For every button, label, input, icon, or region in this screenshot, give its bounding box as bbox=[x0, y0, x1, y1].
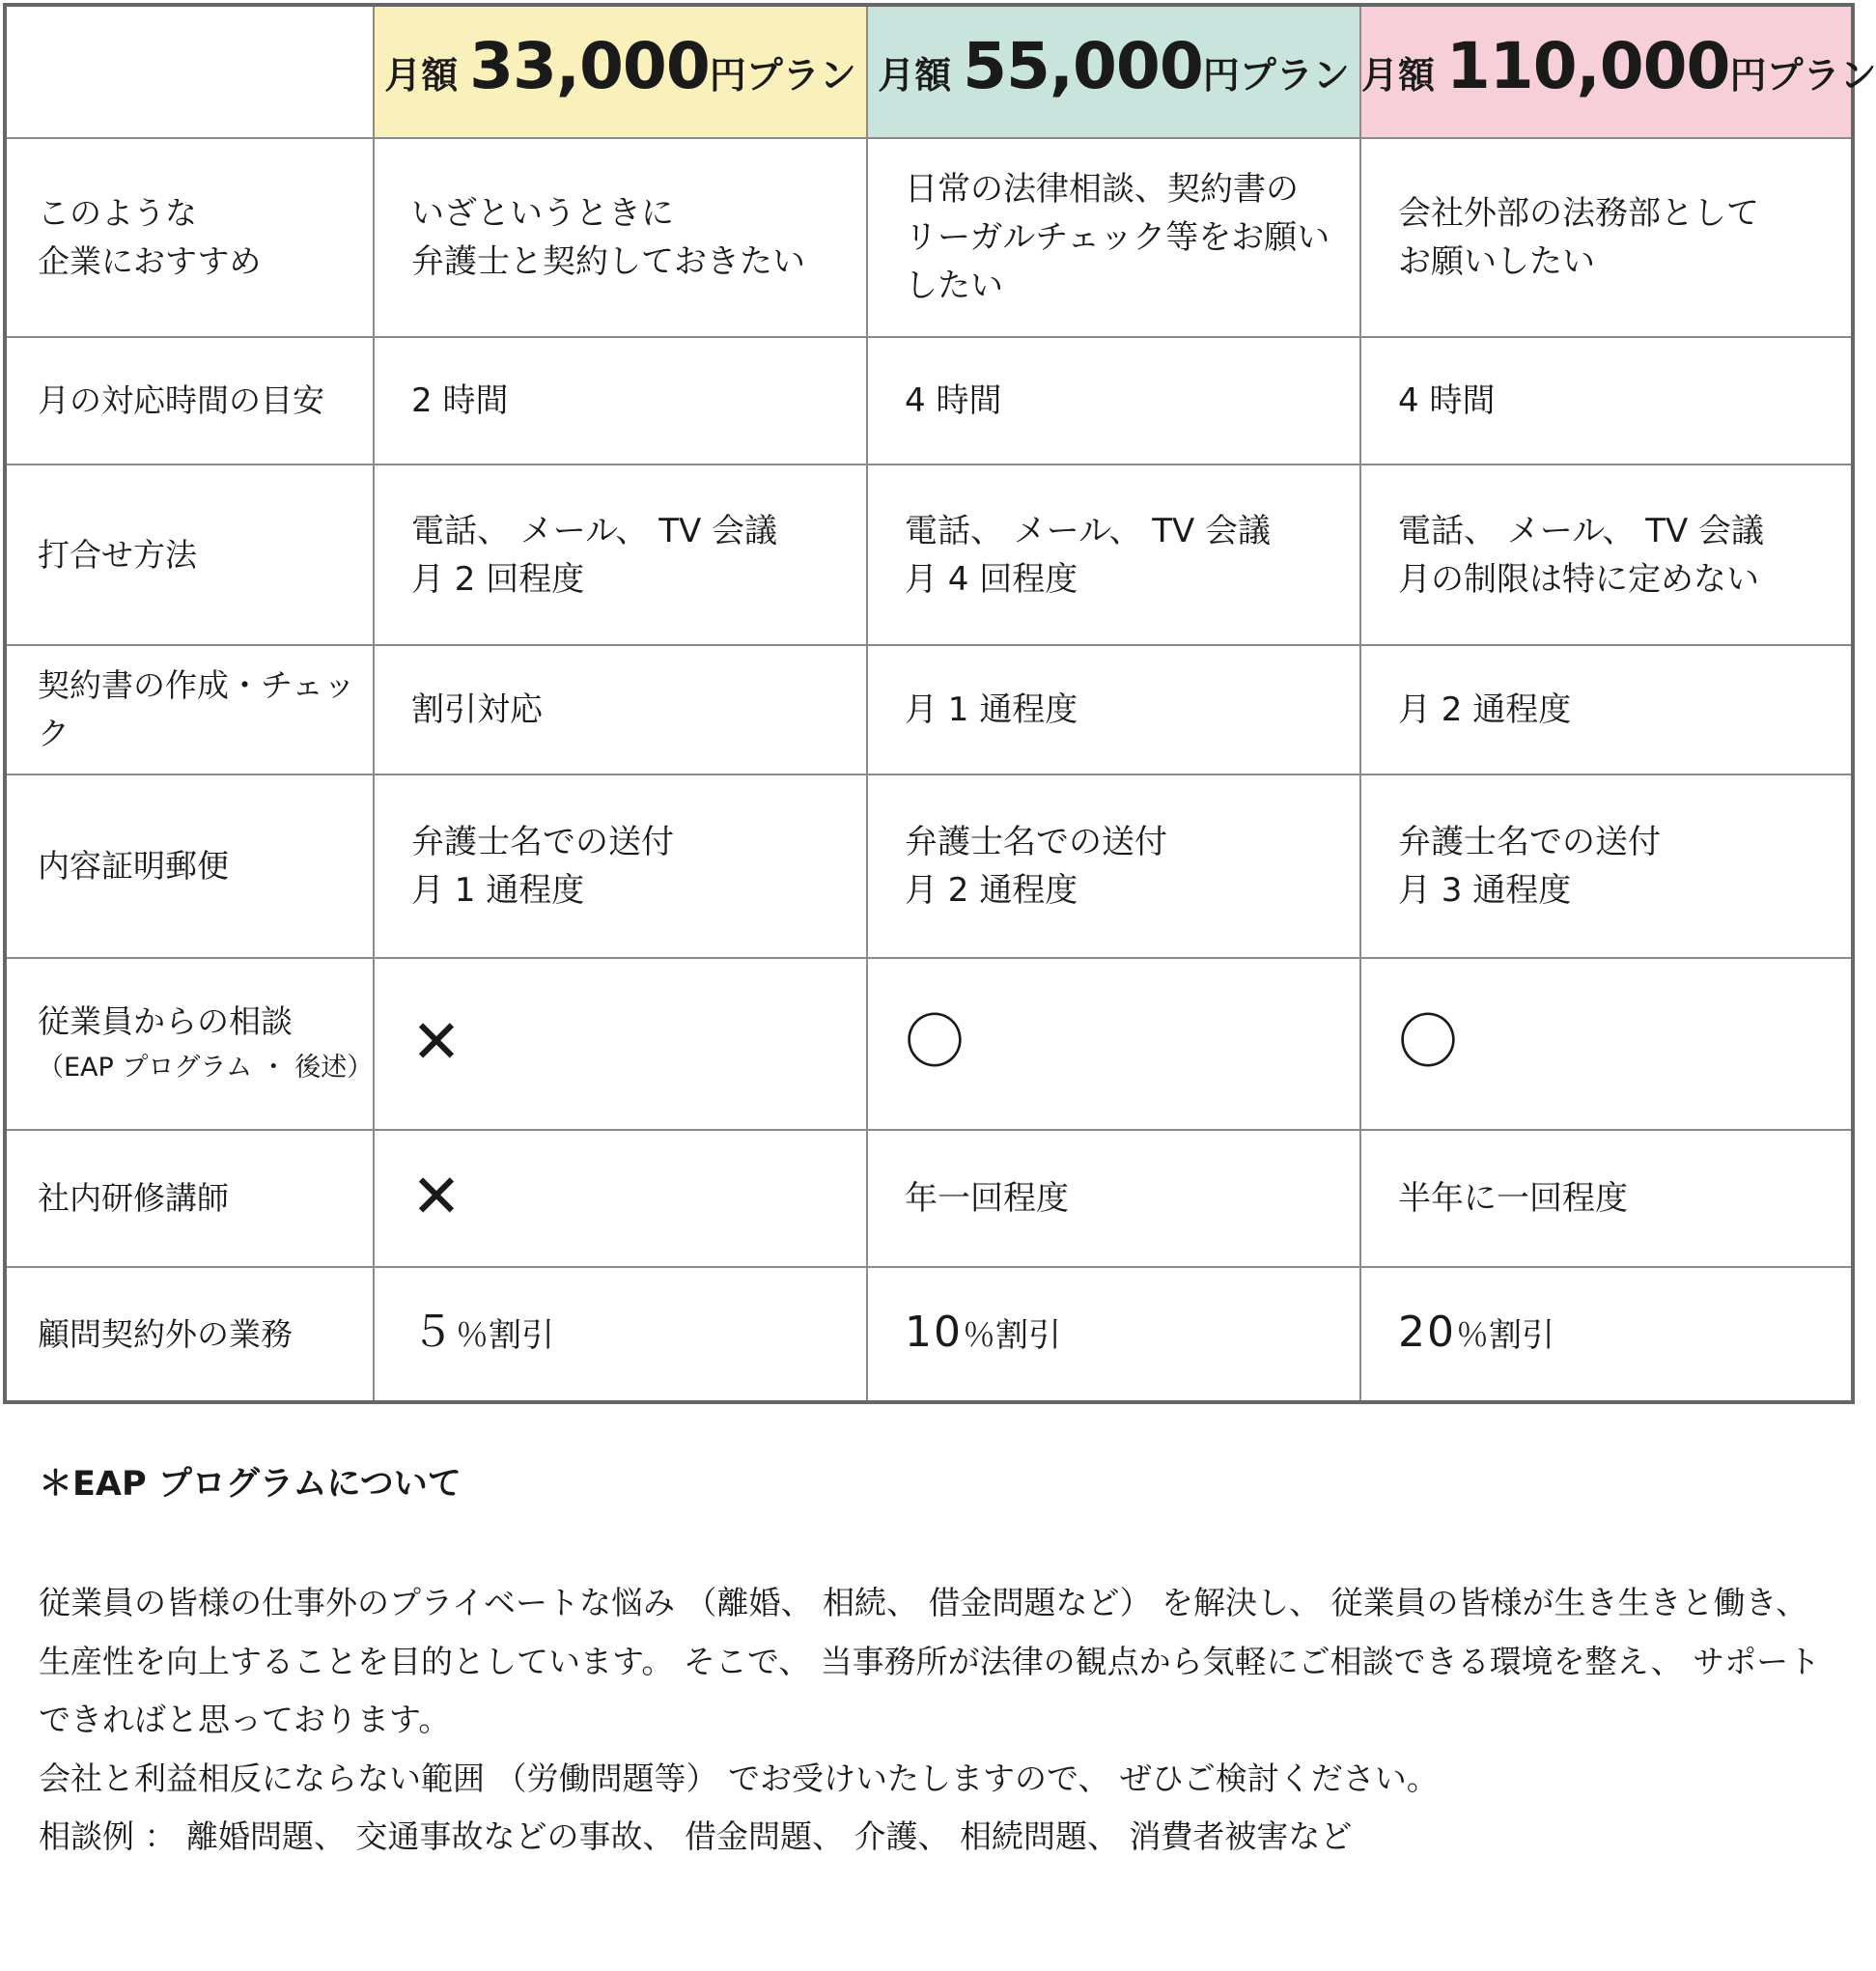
eap-paragraph: 従業員の皆様の仕事外のプライベートな悩み （離婚、 相続、 借金問題など） を解決し、 従業員の皆様が生き生きと働き、 生産性を向上することを目的としています。 そこで、 当事務所が法律の観点から気軽にご相談できる環境を整え、 サポートできればと思っております。 bbox=[39, 1584, 1821, 1738]
discount-percent: 10 bbox=[905, 1308, 963, 1357]
cell-plan3 bbox=[1360, 958, 1853, 1130]
cell-plan3 bbox=[1360, 1267, 1853, 1402]
cell-plan3: 半年に一回程度 bbox=[1360, 1130, 1853, 1267]
plan-price: 110,000 bbox=[1445, 29, 1730, 103]
plan-suffix: 円プラン bbox=[1729, 54, 1876, 97]
cell-plan1: いざというときに 弁護士と契約しておきたい bbox=[374, 138, 867, 337]
table-row bbox=[5, 337, 1853, 465]
cell-plan2 bbox=[867, 958, 1360, 1130]
cell-plan1 bbox=[374, 958, 867, 1130]
cell-plan3: 月 2 通程度 bbox=[1360, 645, 1853, 774]
table-row bbox=[5, 465, 1853, 645]
table-row bbox=[5, 1130, 1853, 1267]
cell-plan2: 4 時間 bbox=[867, 337, 1360, 465]
plan-header-110000 bbox=[1360, 5, 1876, 138]
cell-plan1: 割引対応 bbox=[374, 645, 867, 774]
discount-label: ％割引 bbox=[1456, 1316, 1554, 1355]
row-label-meeting-method: 打合せ方法 bbox=[5, 465, 374, 645]
cross-mark-icon: ✕ bbox=[411, 1161, 462, 1231]
cell-plan2: 月 1 通程度 bbox=[867, 645, 1360, 774]
cross-mark-icon: ✕ bbox=[411, 1006, 462, 1077]
header-corner-cell bbox=[5, 5, 374, 138]
row-sublabel-eap: （EAP プログラム ・ 後述） bbox=[38, 1053, 374, 1083]
cell-plan2 bbox=[867, 1267, 1360, 1402]
plan-header-row bbox=[5, 5, 1853, 138]
discount-label: ％割引 bbox=[456, 1316, 554, 1355]
cell-plan3: 弁護士名での送付 月 3 通程度 bbox=[1360, 774, 1853, 958]
row-label-extra-work: 顧問契約外の業務 bbox=[5, 1267, 374, 1402]
table-row bbox=[5, 1267, 1853, 1402]
row-label-internal-training: 社内研修講師 bbox=[5, 1130, 374, 1267]
cell-plan2: 日常の法律相談、契約書の リーガルチェック等をお願い したい bbox=[867, 138, 1360, 337]
cell-plan2: 年一回程度 bbox=[867, 1130, 1360, 1267]
plan-header-55000 bbox=[867, 5, 1360, 138]
plan-price: 55,000 bbox=[963, 29, 1203, 103]
discount-percent: 20 bbox=[1398, 1308, 1456, 1357]
eap-description bbox=[39, 1574, 1825, 1867]
circle-mark-icon: 〇 bbox=[1398, 1006, 1459, 1077]
cell-plan1: 弁護士名での送付 月 1 通程度 bbox=[374, 774, 867, 958]
cell-plan1 bbox=[374, 1267, 867, 1402]
plan-prefix: 月額 bbox=[384, 54, 459, 97]
plan-prefix: 月額 bbox=[878, 54, 952, 97]
eap-paragraph: 相談例 ： 離婚問題、 交通事故などの事故、 借金問題、 介護、 相続問題、 消費者被害など bbox=[39, 1817, 1353, 1855]
eap-paragraph: 会社と利益相反にならない範囲 （労働問題等） でお受けいたしますので、 ぜひご検討ください。 bbox=[39, 1759, 1439, 1797]
eap-section-title: ＊EAP プログラムについて bbox=[39, 1465, 462, 1504]
table-row bbox=[5, 958, 1853, 1130]
plan-suffix: 円プラン bbox=[709, 54, 856, 97]
discount-label: ％割引 bbox=[963, 1316, 1061, 1355]
row-label-monthly-hours: 月の対応時間の目安 bbox=[5, 337, 374, 465]
cell-plan3: 会社外部の法務部として お願いしたい bbox=[1360, 138, 1853, 337]
plan-suffix: 円プラン bbox=[1202, 54, 1350, 97]
plan-price: 33,000 bbox=[469, 29, 710, 103]
row-label-certified-mail: 内容証明郵便 bbox=[5, 774, 374, 958]
table-row bbox=[5, 774, 1853, 958]
row-label-employee-consultation bbox=[5, 958, 374, 1130]
row-label-recommended-for: このような 企業におすすめ bbox=[5, 138, 374, 337]
cell-plan3: 電話、 メール、 TV 会議 月の制限は特に定めない bbox=[1360, 465, 1853, 645]
discount-percent: ５ bbox=[411, 1308, 456, 1357]
plan-comparison-table bbox=[3, 3, 1876, 1404]
cell-plan3: 4 時間 bbox=[1360, 337, 1853, 465]
plan-header-33000 bbox=[374, 5, 867, 138]
cell-plan2: 弁護士名での送付 月 2 通程度 bbox=[867, 774, 1360, 958]
cell-plan1 bbox=[374, 1130, 867, 1267]
cell-plan2: 電話、 メール、 TV 会議 月 4 回程度 bbox=[867, 465, 1360, 645]
cell-plan1: 電話、 メール、 TV 会議 月 2 回程度 bbox=[374, 465, 867, 645]
row-label-text: 従業員からの相談 bbox=[38, 1002, 293, 1040]
table-row bbox=[5, 645, 1853, 774]
plan-prefix: 月額 bbox=[1361, 54, 1436, 97]
row-label-contract-review: 契約書の作成・チェック bbox=[5, 645, 374, 774]
cell-plan1: 2 時間 bbox=[374, 337, 867, 465]
table-row bbox=[5, 138, 1853, 337]
circle-mark-icon: 〇 bbox=[905, 1006, 966, 1077]
